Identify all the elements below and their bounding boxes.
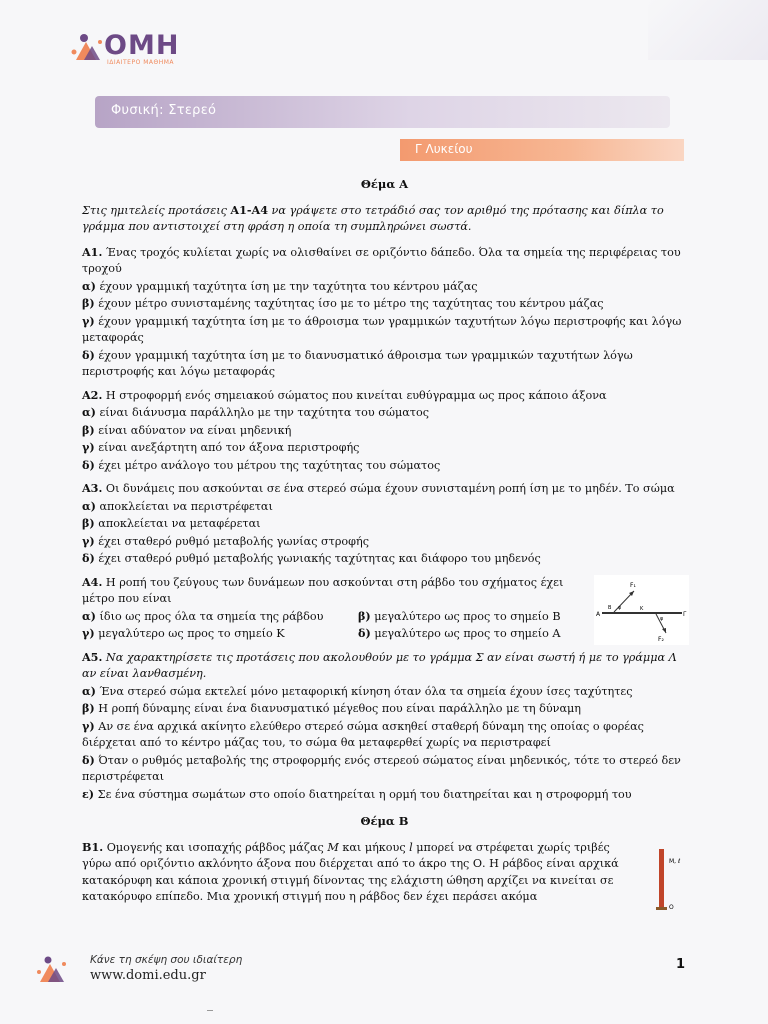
question-stem (82, 387, 687, 405)
question-text: Να χαρακτηρίσετε τις προτάσεις που ακολουθούν με το γράμμα Σ αν είναι σωστή ή με το γράμμα Λ αν είναι λανθασμένη. (82, 650, 677, 680)
fig-label-k: Κ (640, 605, 644, 612)
footer-tagline: Κάνε τη σκέψη σου ιδιαίτερη (90, 954, 243, 966)
logo-subtitle: ΙΔΙΑΙΤΕΡΟ ΜΑΘΗΜΑ (107, 59, 175, 66)
option-label: α) (82, 683, 96, 698)
option-label: δ) (82, 551, 95, 565)
option-text: Η ροπή δύναμης είναι ένα διανυσματικό μέγεθος που είναι παράλληλο με τη δύναμη (94, 702, 582, 715)
intro-text-end: να γράψετε στο τετράδιό σας τον αριθμό της πρότασης και δίπλα το γράμμα που αντιστοιχεί στη φράση η οποία τη συμπληρώνει σωστά. (82, 203, 664, 233)
question-a1 (82, 244, 687, 381)
question-text: μπορεί να στρέφεται χωρίς τριβές γύρω από οριζόντιο ακλόνητο άξονα που διέρχεται από το άκρο της Ο. Η ράβδος είναι αρχικά κατακόρυφη και κάποια χρονική στιγμή δίνοντας της ελάχιστη ώθηση αρχίζει να κινείται σε κατακόρυφο επίπεδο. Μια χρονική στιγμή που η ράβδος δεν έχει περάσει ακόμα (82, 840, 619, 903)
question-number: Α5. (82, 649, 103, 664)
option-label: γ) (82, 533, 95, 548)
question-number: Α2. (82, 387, 103, 402)
option-text: ίδιο ως προς όλα τα σημεία της ράβδου (95, 609, 324, 623)
option-text: έχουν γραμμική ταχύτητα ίση με την ταχύτητα του κέντρου μάζας (95, 279, 478, 293)
option (82, 786, 687, 804)
option-text: Ένα στερεό σώμα εκτελεί μόνο μεταφορική κίνηση όταν όλα τα σημεία έχουν ίσες ταχύτητες (95, 684, 633, 698)
logo-mark-icon (70, 30, 104, 70)
option-label: α) (82, 278, 96, 293)
intro-range: Α1-Α4 (230, 202, 268, 217)
question-stem (82, 839, 640, 906)
option (82, 422, 687, 440)
option-label: γ) (82, 626, 95, 640)
fig-label-a: Α (596, 610, 601, 618)
option (82, 278, 687, 296)
option-text: μεγαλύτερο ως προς το σημείο Β (370, 609, 561, 623)
domi-logo (70, 30, 190, 74)
option-label: α) (82, 405, 96, 419)
option (82, 457, 687, 475)
footer-logo-icon (36, 952, 80, 986)
question-number: Β1. (82, 839, 104, 854)
option-text: έχουν μέτρο συνισταμένης ταχύτητας ίσο με το μέτρο της ταχύτητας του κέντρου μάζας (94, 297, 604, 310)
question-stem (82, 480, 687, 498)
option-text: αποκλείεται να περιστρέφεται (95, 499, 273, 513)
question-stem (82, 649, 687, 683)
option (358, 625, 588, 643)
option (82, 683, 687, 701)
exam-content (82, 176, 687, 912)
option (82, 295, 687, 313)
mass-symbol: M (327, 840, 339, 854)
section-a-intro (82, 202, 687, 236)
option-label: δ) (358, 626, 371, 640)
option-label: γ) (82, 440, 95, 454)
option-label: β) (82, 701, 95, 715)
option-label: β) (82, 516, 95, 530)
option (82, 498, 687, 516)
question-number: Α4. (82, 574, 103, 589)
fig-label-b: Β (608, 604, 612, 611)
question-a3 (82, 480, 687, 568)
fig-label-phi1: φ (618, 604, 622, 611)
option-label: ε) (82, 786, 95, 801)
option (82, 533, 687, 551)
bottom-mark (207, 1010, 213, 1011)
question-number: Α3. (82, 481, 103, 495)
option-label: δ) (82, 347, 95, 362)
option-text: Αν σε ένα αρχικά ακίνητο ελεύθερο στερεό σώμα ασκηθεί σταθερή δύναμη της οποίας ο φορέας διέρχεται από το κέντρο μάζας του, το σώμα θα μεταφερθεί χωρίς να περιστραφεί (82, 719, 644, 749)
option (82, 550, 687, 568)
option (82, 515, 687, 533)
option (358, 608, 588, 626)
option-text: είναι αδύνατον να είναι μηδενική (94, 423, 292, 437)
question-a2 (82, 387, 687, 475)
question-text: Η ροπή του ζεύγους των δυνάμεων που ασκούνται στη ράβδο του σχήματος έχει μέτρο που είναι (82, 575, 564, 605)
corner-decoration (648, 0, 768, 60)
footer-url[interactable]: www.domi.edu.gr (90, 968, 206, 983)
question-a5 (82, 649, 687, 804)
option (82, 313, 687, 347)
grade-title: Γ Λυκείου (415, 142, 473, 156)
question-b1 (82, 839, 687, 911)
option-label: δ) (82, 752, 95, 767)
option-text: μεγαλύτερο ως προς το σημείο Α (370, 627, 561, 640)
fig-label-phi2: φ (660, 615, 664, 622)
question-text: και μήκους (338, 840, 410, 854)
option (82, 347, 687, 381)
page-number: 1 (676, 957, 686, 972)
option-text: έχουν γραμμική ταχύτητα ίση με το άθροισμα των γραμμικών ταχυτήτων λόγω περιστροφής και λόγω μεταφοράς (82, 314, 682, 344)
option (82, 625, 358, 643)
question-text: Ένας τροχός κυλίεται χωρίς να ολισθαίνει σε οριζόντιο δάπεδο. Όλα τα σημεία της περιφέρειας του τροχού (82, 245, 681, 275)
subject-title: Φυσική: Στερεό (111, 103, 217, 118)
fig-label-f1: F₁ (630, 581, 636, 589)
grade-banner (400, 139, 684, 161)
question-a4 (82, 574, 687, 643)
fig-label-o: Ο (669, 903, 674, 911)
length-symbol: l (409, 840, 413, 854)
option-label: β) (358, 608, 371, 623)
logo-wordmark: ΟΜΗ (104, 30, 180, 61)
option (82, 439, 687, 457)
question-number: Α1. (82, 244, 103, 259)
option-label: β) (82, 296, 95, 310)
option-label: γ) (82, 718, 95, 733)
question-stem (82, 244, 687, 278)
question-stem (82, 574, 572, 608)
fig-label-ml: Μ, ℓ (669, 857, 681, 865)
option-label: α) (82, 608, 96, 623)
intro-text: Στις ημιτελείς προτάσεις (82, 203, 231, 217)
option-text: αποκλείεται να μεταφέρεται (94, 517, 261, 530)
option-label: β) (82, 422, 95, 437)
question-text: Οι δυνάμεις που ασκούνται σε ένα στερεό σώμα έχουν συνισταμένη ροπή ίση με το μηδέν. Το σώμα (102, 482, 675, 495)
option-label: γ) (82, 313, 95, 328)
option-text: μεγαλύτερο ως προς το σημείο Κ (94, 627, 285, 640)
option-text: είναι ανεξάρτητη από τον άξονα περιστροφής (94, 441, 360, 454)
fig-label-f2: F₂ (658, 635, 664, 643)
option-label: α) (82, 498, 96, 513)
option (82, 404, 687, 422)
question-text: Η στροφορμή ενός σημειακού σώματος που κινείται ευθύγραμμα ως προς κάποιο άξονα (102, 388, 607, 402)
option (82, 718, 687, 752)
option-text: έχει σταθερό ρυθμό μεταβολής γωνίας στροφής (94, 534, 369, 548)
option (82, 700, 687, 718)
rod-couple-figure (594, 575, 689, 645)
option-text: Όταν ο ρυθμός μεταβολής της στροφορμής ενός στερεού σώματος είναι μηδενικός, τότε το στερεό δεν περιστρέφεται (82, 753, 681, 783)
option-text: έχει μέτρο ανάλογο του μέτρου της ταχύτητας του σώματος (94, 458, 441, 472)
section-a-title: Θέμα Α (360, 177, 409, 191)
subject-banner (95, 96, 670, 128)
vertical-rod-figure (655, 847, 695, 913)
option (82, 608, 358, 626)
option-text: έχει σταθερό ρυθμό μεταβολής γωνιακής ταχύτητας και διάφορο του μηδενός (94, 552, 541, 565)
option-text: Σε ένα σύστημα σωμάτων στο οποίο διατηρείται η ορμή του διατηρείται και η στροφορμή του (94, 787, 632, 801)
option-label: δ) (82, 457, 95, 472)
section-b-title: Θέμα Β (360, 814, 409, 828)
question-text: Ομογενής και ισοπαχής ράβδος μάζας (103, 840, 328, 854)
fig-label-g: Γ (683, 610, 687, 618)
option (82, 752, 687, 786)
option-text: έχουν γραμμική ταχύτητα ίση με το διανυσματικό άθροισμα των γραμμικών ταχυτήτων λόγω περιστροφής και λόγω μεταφοράς (82, 348, 633, 378)
option-text: είναι διάνυσμα παράλληλο με την ταχύτητα του σώματος (95, 406, 429, 419)
